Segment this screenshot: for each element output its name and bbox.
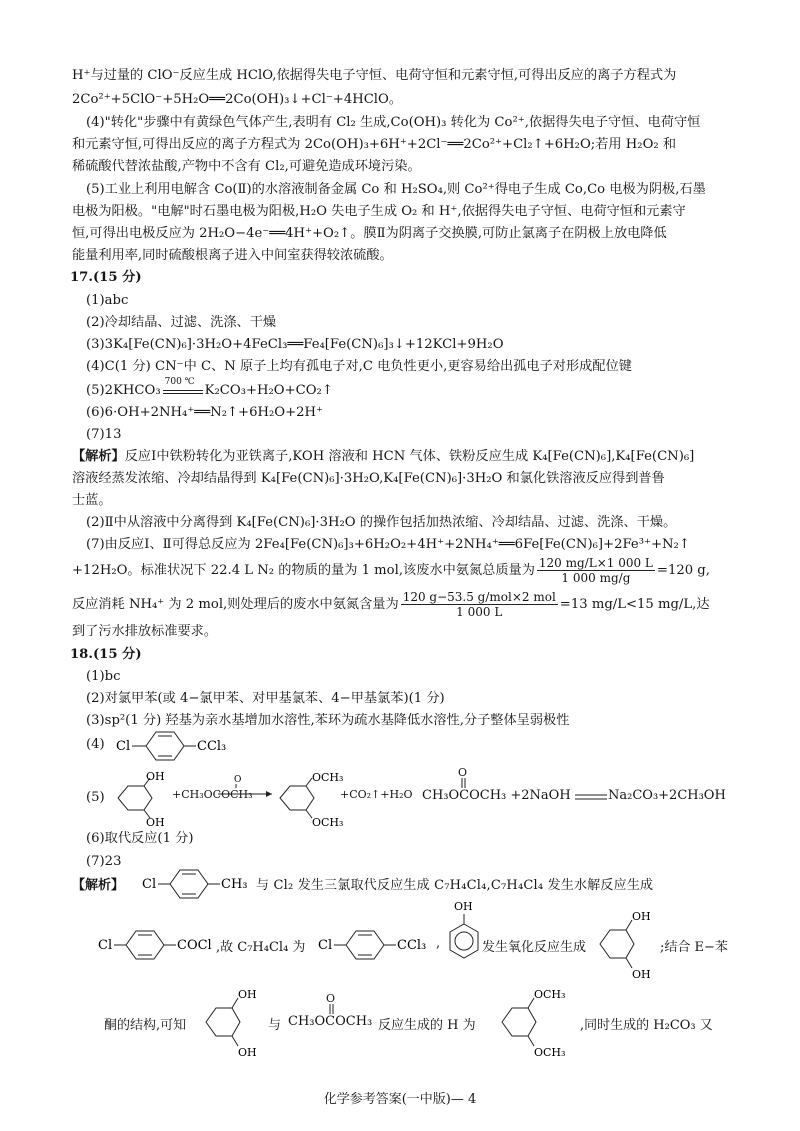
q17-analysis-line-2: 溶液经蒸发浓缩、冷却结晶得到 K₄[Fe(CN)₆]·3H₂O,K₄[Fe(CN)₆]·3H₂O 和氯化铁溶液反应得到普鲁 <box>72 471 665 486</box>
q17-a5-products: K₂CO₃+H₂O+CO₂↑ <box>204 383 333 398</box>
carbonyl-o-label: O <box>458 766 468 779</box>
chlorobenzoyl-chloride-structure <box>98 927 228 963</box>
q18-answer-2: (2)对氯甲苯(或 4−氯甲苯、对甲基氯苯、4−甲基氯苯)(1 分) <box>86 691 445 706</box>
svg-text:O: O <box>234 775 242 785</box>
q16-line-7: 电极为阳极。"电解"时石墨电极为阳极,H₂O 失电子生成 O₂ 和 H⁺,依据得失电子守恒、电荷守恒和元素守 <box>72 204 686 219</box>
q17-analysis-text-7b: =13 mg/L<15 mg/L,达 <box>559 597 710 612</box>
comma: , <box>436 936 441 951</box>
svg-text:Cl: Cl <box>318 938 333 953</box>
fraction-denominator: 1 000 L <box>456 605 503 619</box>
q17-analysis-line-4: (2)Ⅱ中从溶液中分离得到 K₄[Fe(CN)₆]·3H₂O 的操作包括加热浓缩、冷却结晶、过滤、洗涤、干燥。 <box>86 515 677 530</box>
q16-line-6: (5)工业上利用电解含 Co(Ⅱ)的水溶液制备金属 Co 和 H₂SO₄,则 Co²⁺得电子生成 Co,Co 电极为阴极,石墨 <box>86 182 706 197</box>
q18-analysis-text-3b: 与 <box>268 1018 282 1033</box>
svg-text:OH: OH <box>454 900 473 913</box>
q18-analysis-text-2a: ,故 C₇H₄Cl₄ 为 <box>216 940 306 955</box>
veratrole-h-structure <box>494 984 578 1060</box>
c7h4cl4-structure <box>318 927 441 963</box>
q18-a5-byproducts: +CO₂↑+H₂O <box>340 788 413 801</box>
catechol-structure <box>110 770 165 829</box>
q17-answer-2: (2)冷却结晶、过滤、洗涤、干燥 <box>86 315 277 330</box>
q18-a5-reagent: +CH₃OCOCH₃ <box>172 788 253 801</box>
q18-answer-6: (6)取代反应(1 分) <box>86 831 194 846</box>
mol-label: Cl <box>116 739 131 754</box>
q17-answer-3: (3)3K₄[Fe(CN)₆]·3H₂O+4FeCl₃══Fe₄[Fe(CN)₆]₃↓+12KCl+9H₂O <box>86 337 504 352</box>
q16-line-8: 恒,可得出电极反应为 2H₂O−4e⁻══4H⁺+O₂↑。膜Ⅱ为阴离子交换膜,可防止氯离子在阴极上放电降低 <box>72 226 667 241</box>
fraction-total-mass <box>537 556 655 585</box>
svg-text:Cl: Cl <box>142 877 157 892</box>
analysis-tag: 【解析】 <box>72 449 125 464</box>
q17-analysis-text-7a: 反应消耗 NH₄⁺ 为 2 mol,则处理后的废水中氨氮含量为 <box>72 597 399 612</box>
q18-analysis-text-3a: 酮的结构,可知 <box>104 1018 187 1033</box>
q16-line-3: (4)"转化"步骤中有黄绿色气体产生,表明有 Cl₂ 生成,Co(OH)₃ 转化为 Co²⁺,依据得失电子守恒、电荷守恒 <box>86 115 701 130</box>
q18-title: 18.(15 分) <box>70 647 142 662</box>
svg-text:CCl₃: CCl₃ <box>397 938 427 953</box>
q18-analysis-text-1: 与 Cl₂ 发生三氯取代反应生成 C₇H₄Cl₄,C₇H₄Cl₄ 发生水解反应生成 <box>256 878 654 893</box>
fraction-remaining <box>401 590 558 619</box>
svg-text:OH: OH <box>632 968 651 981</box>
svg-text:Cl: Cl <box>98 938 113 953</box>
q18-a5-eq2-right: Na₂CO₃+2CH₃OH <box>608 788 726 803</box>
svg-text:OH: OH <box>238 1046 257 1059</box>
q18-a5-arrow <box>216 774 276 798</box>
analysis-tag: 【解析】 <box>72 878 125 893</box>
q16-line-9: 能量利用率,同时硫酸根离子进入中间室获得较浓硫酸。 <box>72 248 393 263</box>
catechol-reactant-structure <box>198 984 260 1060</box>
q16-line-1: H⁺与过量的 ClO⁻反应生成 HClO,依据得失电子守恒、电荷守恒和元素守恒,可得出反应的离子方程式为 <box>72 68 677 83</box>
veratrole-structure <box>272 772 348 828</box>
q18-answer-4-prefix: (4) <box>86 737 105 752</box>
q17-analysis-line-6 <box>72 556 732 586</box>
mol-label: CCl₃ <box>197 739 227 754</box>
svg-text:OCH₃: OCH₃ <box>534 1046 566 1059</box>
catechol-product-structure <box>592 906 654 982</box>
page-footer: 化学参考答案(一中版)— 4 <box>323 1092 477 1107</box>
q16-line-2: 2Co²⁺+5ClO⁻+5H₂O══2Co(OH)₃↓+Cl⁻+4HClO。 <box>72 92 403 107</box>
q17-answer-4: (4)C(1 分) CN⁻中 C、N 原子上均有孤电子对,C 电负性更小,更容易给出孤电子对形成配位键 <box>86 359 632 374</box>
q18-answer-7: (7)23 <box>86 854 122 869</box>
q18-analysis-text-2b: 发生氧化反应生成 <box>482 940 587 955</box>
q17-title: 17.(15 分) <box>70 270 142 285</box>
svg-text:OCH₃: OCH₃ <box>312 771 344 784</box>
svg-text:OCH₃: OCH₃ <box>312 816 344 829</box>
chlorotoluene-structure <box>142 866 252 902</box>
svg-text:CH₃: CH₃ <box>221 877 248 892</box>
q17-a5-reactant: (5)2KHCO₃ <box>86 383 161 398</box>
q18-analysis-text-3c: 反应生成的 H 为 <box>378 1018 476 1033</box>
q17-analysis-line-8: 到了污水排放标准要求。 <box>72 624 218 639</box>
svg-text:OH: OH <box>238 988 257 1001</box>
dimethyl-carbonate-label <box>288 1014 372 1029</box>
q17-analysis-text-6b: =120 g, <box>656 563 710 578</box>
q18-analysis-text-3d: ,同时生成的 H₂CO₃ 又 <box>580 1018 713 1033</box>
q16-line-5: 稀硫酸代替浓盐酸,产物中不含有 Cl₂,可避免造成环境污染。 <box>72 159 421 174</box>
fraction-numerator: 120 g−53.5 g/mol×2 mol <box>402 590 556 604</box>
q17-answer-5 <box>86 376 746 401</box>
trichloromethyl-chlorobenzene-structure <box>116 728 236 764</box>
q18-answer-5-prefix: (5) <box>86 790 105 805</box>
q17-analysis-line-3: 士蓝。 <box>72 493 112 508</box>
q17-analysis-line-7 <box>72 590 732 620</box>
q17-analysis-line-5: (7)由反应Ⅰ、Ⅱ可得总反应为 2Fe₄[Fe(CN)₆]₃+6H₂O₂+4H⁺+2NH₄⁺══6Fe[Fe(CN)₆]+2Fe³⁺+N₂↑ <box>86 537 690 552</box>
carbonyl-o-label-2: O <box>326 992 336 1005</box>
q16-line-4: 和元素守恒,可得出反应的离子方程式为 2Co(OH)₃+6H⁺+2Cl⁻══2Co²⁺+Cl₂↑+6H₂O;若用 H₂O₂ 和 <box>72 137 677 152</box>
heat-arrow <box>161 376 205 398</box>
fraction-numerator: 120 mg/L×1 000 L <box>538 556 653 570</box>
q17-answer-1: (1)abc <box>86 293 129 308</box>
dmc-text: CH₃OCOCH₃ <box>288 1014 373 1029</box>
q18-answer-3: (3)sp²(1 分) 羟基为亲水基增加水溶性,苯环为疏水基降低水溶性,分子整体呈弱极性 <box>86 713 570 728</box>
svg-text:COCl: COCl <box>177 938 212 953</box>
mol-label: OH <box>146 770 165 783</box>
q18-a5-eq2-left: CH₃OCOCH₃ +2NaOH <box>422 788 571 803</box>
carbonyl-double-bond <box>461 778 467 788</box>
fraction-denominator: 1 000 mg/g <box>561 571 631 585</box>
carbonyl-double-bond-2 <box>329 1004 335 1014</box>
svg-text:OH: OH <box>632 910 651 923</box>
q17-analysis-text-6a: +12H₂O。标准状况下 22.4 L N₂ 的物质的量为 1 mol,该废水中氨氮总质量为 <box>72 563 535 578</box>
q17-analysis-line-1 <box>72 447 732 467</box>
q17-answer-6: (6)6·OH+2NH₄⁺══N₂↑+6H₂O+2H⁺ <box>86 405 323 420</box>
mol-label: OH <box>146 816 165 829</box>
q17-answer-7: (7)13 <box>86 427 122 442</box>
q17-a5-condition: 700 ℃ <box>164 376 195 387</box>
q18-analysis-text-2c: ;结合 E−苯 <box>660 940 728 955</box>
q18-answer-1: (1)bc <box>86 669 121 684</box>
q17-analysis-text-1: 反应Ⅰ中铁粉转化为亚铁离子,KOH 溶液和 HCN 气体、铁粉反应生成 K₄[Fe(CN)₆],K₄[Fe(CN)₆] <box>124 449 695 464</box>
equals-sign <box>575 794 607 802</box>
svg-text:OCH₃: OCH₃ <box>534 988 566 1001</box>
